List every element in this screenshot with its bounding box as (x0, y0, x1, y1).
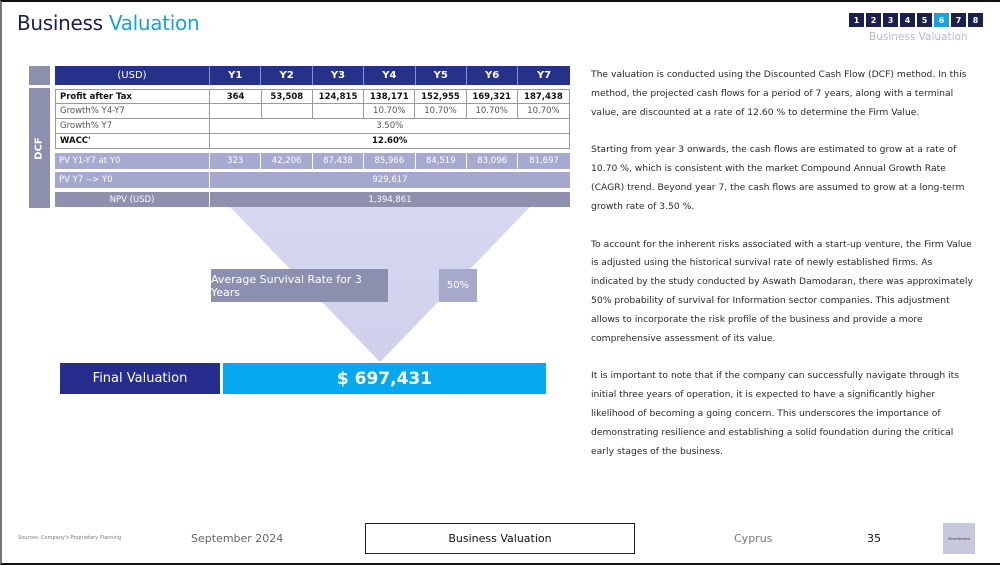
table-row-growth-y7 (55, 119, 570, 134)
cell-merged: 12.60% (210, 134, 569, 149)
section-pager (849, 13, 983, 27)
survival-rate-label: Average Survival Rate for 3 Years (211, 269, 388, 302)
cell-merged: 929,617 (372, 175, 408, 185)
cell-merged: 1,394,861 (368, 194, 412, 205)
table-row-wacc (55, 134, 570, 149)
paragraph-growth: Starting from year 3 onwards, the cash flows are estimated to grow at a rate of 10.70 %, which is consistent with the market Compound Annual Growth Rate (CAGR) trend. Beyond year 7, the cash flows are assumed to grow at a long-term growth rate of 3.50 %. (591, 144, 965, 212)
column-header-usd: (USD) (55, 66, 210, 85)
final-valuation-value: $ 697,431 (223, 363, 546, 394)
row-label: Profit after Tax (56, 90, 210, 104)
cell-y7: 81,697 (529, 156, 559, 166)
dcf-side-label (29, 88, 50, 208)
cell-y3: 124,815 (313, 90, 364, 104)
final-valuation-label: Final Valuation (60, 363, 220, 394)
pager-item-5[interactable]: 5 (917, 13, 932, 27)
cell-y3 (313, 104, 364, 119)
footer-section-box: Business Valuation (365, 523, 635, 554)
survival-rate-value: 50% (439, 269, 477, 302)
cell-y4: 85,966 (364, 153, 415, 169)
cell-y6: 83,096 (467, 153, 518, 169)
pager-item-2[interactable]: 2 (866, 13, 881, 27)
row-label: PV Y7 --> Y0 (55, 172, 210, 188)
footer-page-number: 35 (867, 532, 881, 545)
pager-item-7[interactable]: 7 (951, 13, 966, 27)
pager-item-8[interactable]: 8 (968, 13, 983, 27)
company-logo (943, 523, 975, 554)
row-label: NPV (USD) (55, 192, 210, 207)
cell-y6: 169,321 (467, 90, 518, 104)
table-header-row (55, 66, 570, 85)
column-header-y7: Y7 (536, 70, 552, 81)
table-row-npv (55, 192, 570, 207)
cell-y5: 152,955 (415, 90, 466, 104)
cell-y4: 10.70% (364, 104, 415, 119)
pager-section-label: Business Valuation (869, 31, 968, 43)
company-logo-text: SilverScreen (948, 536, 970, 541)
footer-date: September 2024 (191, 532, 284, 545)
row-label: PV Y1-Y7 at Y0 (55, 153, 210, 169)
cell-y5: 10.70% (415, 104, 466, 119)
paragraph-dcf-method: The valuation is conducted using the Discounted Cash Flow (DCF) method. In this method, the projected cash flows for a period of 7 years, along with a terminal value, are discounted at a rate of 12.60 % to determine the Firm Value. (591, 69, 967, 118)
cell-merged: 3.50% (210, 119, 569, 134)
pager-item-6-active[interactable]: 6 (934, 13, 949, 27)
table-row-profit-after-tax (55, 89, 570, 104)
pager-item-1[interactable]: 1 (849, 13, 864, 27)
page-title (17, 11, 199, 35)
column-header-y3: Y3 (313, 66, 364, 85)
cell-y2: 53,508 (262, 90, 313, 104)
row-label: Growth% Y4-Y7 (56, 104, 210, 119)
footer-country: Cyprus (734, 532, 773, 545)
page-title-part2: Valuation (108, 11, 200, 35)
column-header-y4: Y4 (364, 66, 415, 85)
cell-y6: 10.70% (467, 104, 518, 119)
cell-y7: 10.70% (518, 104, 569, 119)
column-header-y6: Y6 (467, 66, 518, 85)
pager-item-3[interactable]: 3 (883, 13, 898, 27)
cell-y2 (262, 104, 313, 119)
cell-y1: 364 (210, 90, 261, 104)
valuation-explanation (591, 66, 976, 480)
paragraph-survival: To account for the inherent risks associated with a start-up venture, the Firm Value is adjusted using the historical survival rate of newly established firms. As indicated by the study conducted by Aswath Damodaran, there was approximately 50% probability of survival for Information sector companies. This adjustment allows to incorporate the risk profile of the business and provide a more comprehensive assessment of its value. (591, 238, 973, 344)
cell-y1 (210, 104, 261, 119)
cell-y4: 138,171 (364, 90, 415, 104)
paragraph-going-concern: It is important to note that if the company can successfully navigate through its initial three years of operation, it is expected to have a significantly higher likelihood of becoming a going concern. This underscores the importance of demonstrating resilience and establishing a solid foundation during the critical early stages of the business. (591, 370, 960, 457)
pager-item-4[interactable]: 4 (900, 13, 915, 27)
column-header-y5: Y5 (416, 66, 467, 85)
table-corner-cell (29, 66, 50, 85)
cell-y1: 323 (210, 153, 261, 169)
table-row-pv-y7-y0 (55, 172, 570, 188)
table-row-growth-y4-y7 (55, 104, 570, 119)
footer-sources: Sources: Company's Proprietary Planning (18, 535, 122, 541)
column-header-y2: Y2 (261, 66, 312, 85)
page-title-part1: Business (17, 11, 103, 35)
dcf-side-label-text: DCF (34, 136, 46, 160)
table-row-pv-y1-y7 (55, 153, 570, 169)
cell-y3: 87,438 (313, 153, 364, 169)
column-header-y1: Y1 (210, 66, 261, 85)
cell-y7: 187,438 (518, 90, 569, 104)
cell-y5: 84,519 (416, 153, 467, 169)
cell-y2: 42,206 (261, 153, 312, 169)
row-label: Growth% Y7 (56, 119, 210, 134)
row-label: WACC' (56, 134, 210, 149)
